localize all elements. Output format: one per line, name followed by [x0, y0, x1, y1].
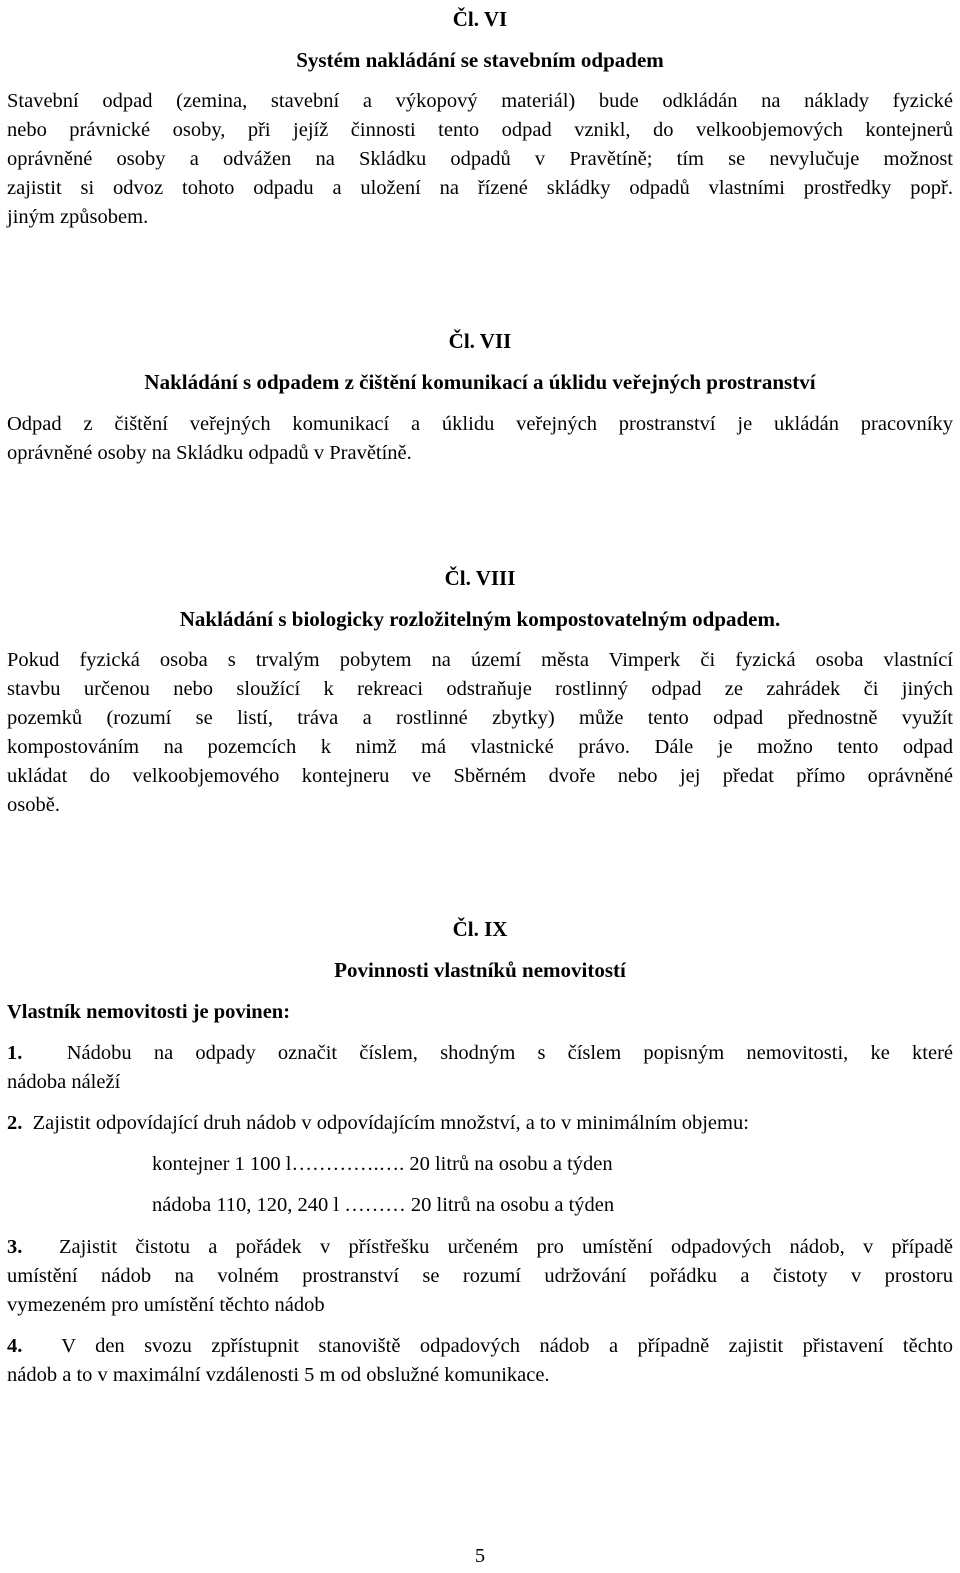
paragraph-line: jiným způsobem. [7, 206, 149, 228]
section-title: Systém nakládání se stavebním odpadem [296, 48, 664, 72]
paragraph-line: kompostováním na pozemcích k nimž má vlastnické právo. Dále je možno tento odpad [7, 736, 953, 758]
list-item-text: Nádobu na odpady označit číslem, shodným s číslem popisným nemovitosti, ke které [66, 1042, 953, 1064]
list-item [7, 1233, 953, 1262]
page-number: 5 [474, 1545, 486, 1567]
paragraph-line: Pokud fyzická osoba s trvalým pobytem na území města Vimperk či fyzická osoba vlastnící [7, 649, 953, 671]
section-number: Čl. VII [448, 329, 512, 353]
list-item [7, 1332, 953, 1361]
paragraph-line: Odpad z čištění veřejných komunikací a úklidu veřejných prostranství je ukládán pracovníky [7, 413, 953, 435]
paragraph-line: oprávněné osoby a odvážen na Skládku odpadů v Pravětíně; tím se nevylučuje možnost [7, 148, 953, 170]
section-number: Čl. VIII [444, 566, 516, 590]
capacity-line: nádoba 110, 120, 240 l ……… 20 litrů na osobu a týden [152, 1194, 615, 1216]
list-item-text: Zajistit čistotu a pořádek v přístřešku určeném pro umístění odpadových nádob, v případě [58, 1236, 954, 1258]
paragraph-line: nebo právnické osoby, při jejíž činnosti tento odpad vznikl, do velkoobjemových kontejnerů [7, 119, 953, 141]
section-number: Čl. IX [452, 917, 508, 941]
list-item-text: V den svozu zpřístupnit stanoviště odpadových nádob a případně zajistit přistavení těchto [61, 1335, 954, 1357]
list-item [7, 1039, 953, 1068]
list-item-number: 1. [7, 1042, 23, 1064]
list-item-number: 4. [7, 1335, 23, 1357]
paragraph-line: stavbu určenou nebo sloužící k rekreaci odstraňuje rostlinný odpad ze zahrádek či jiných [7, 678, 953, 700]
list-item-continuation: nádoba náleží [7, 1071, 121, 1093]
section-number: Čl. VI [452, 7, 508, 31]
paragraph-line: osobě. [7, 794, 60, 816]
paragraph-line: oprávněné osoby na Skládku odpadů v Pravětíně. [7, 442, 412, 464]
section-title: Nakládání s odpadem z čištění komunikací a úklidu veřejných prostranství [144, 370, 816, 394]
paragraph-line: ukládat do velkoobjemového kontejneru ve Sběrném dvoře nebo jej předat přímo oprávněné [7, 765, 953, 787]
paragraph-line: zajistit si odvoz tohoto odpadu a uložení na řízené skládky odpadů vlastními prostředky popř. [7, 177, 953, 199]
obligations-intro: Vlastník nemovitosti je povinen: [7, 1001, 291, 1023]
list-item-text: Zajistit odpovídající druh nádob v odpovídajícím množství, a to v minimálním objemu: [32, 1112, 749, 1134]
paragraph-line: Stavební odpad (zemina, stavební a výkopový materiál) bude odkládán na náklady fyzické [7, 90, 953, 112]
list-item-number: 3. [7, 1236, 23, 1258]
list-item-continuation: nádob a to v maximální vzdálenosti 5 m od obslužné komunikace. [7, 1364, 550, 1386]
paragraph-line: pozemků (rozumí se listí, tráva a rostlinné zbytky) může tento odpad přednostně využít [7, 707, 953, 729]
list-item-number: 2. [7, 1112, 23, 1134]
list-item-continuation: vymezeném pro umístění těchto nádob [7, 1294, 325, 1316]
section-title: Nakládání s biologicky rozložitelným kompostovatelným odpadem. [179, 607, 781, 631]
capacity-line: kontejner 1 100 l………….…. 20 litrů na osobu a týden [152, 1153, 613, 1175]
list-item-continuation: umístění nádob na volném prostranství se rozumí udržování pořádku a čistoty v prostoru [7, 1265, 953, 1287]
list-item [7, 1109, 953, 1138]
section-title: Povinnosti vlastníků nemovitostí [334, 958, 626, 982]
